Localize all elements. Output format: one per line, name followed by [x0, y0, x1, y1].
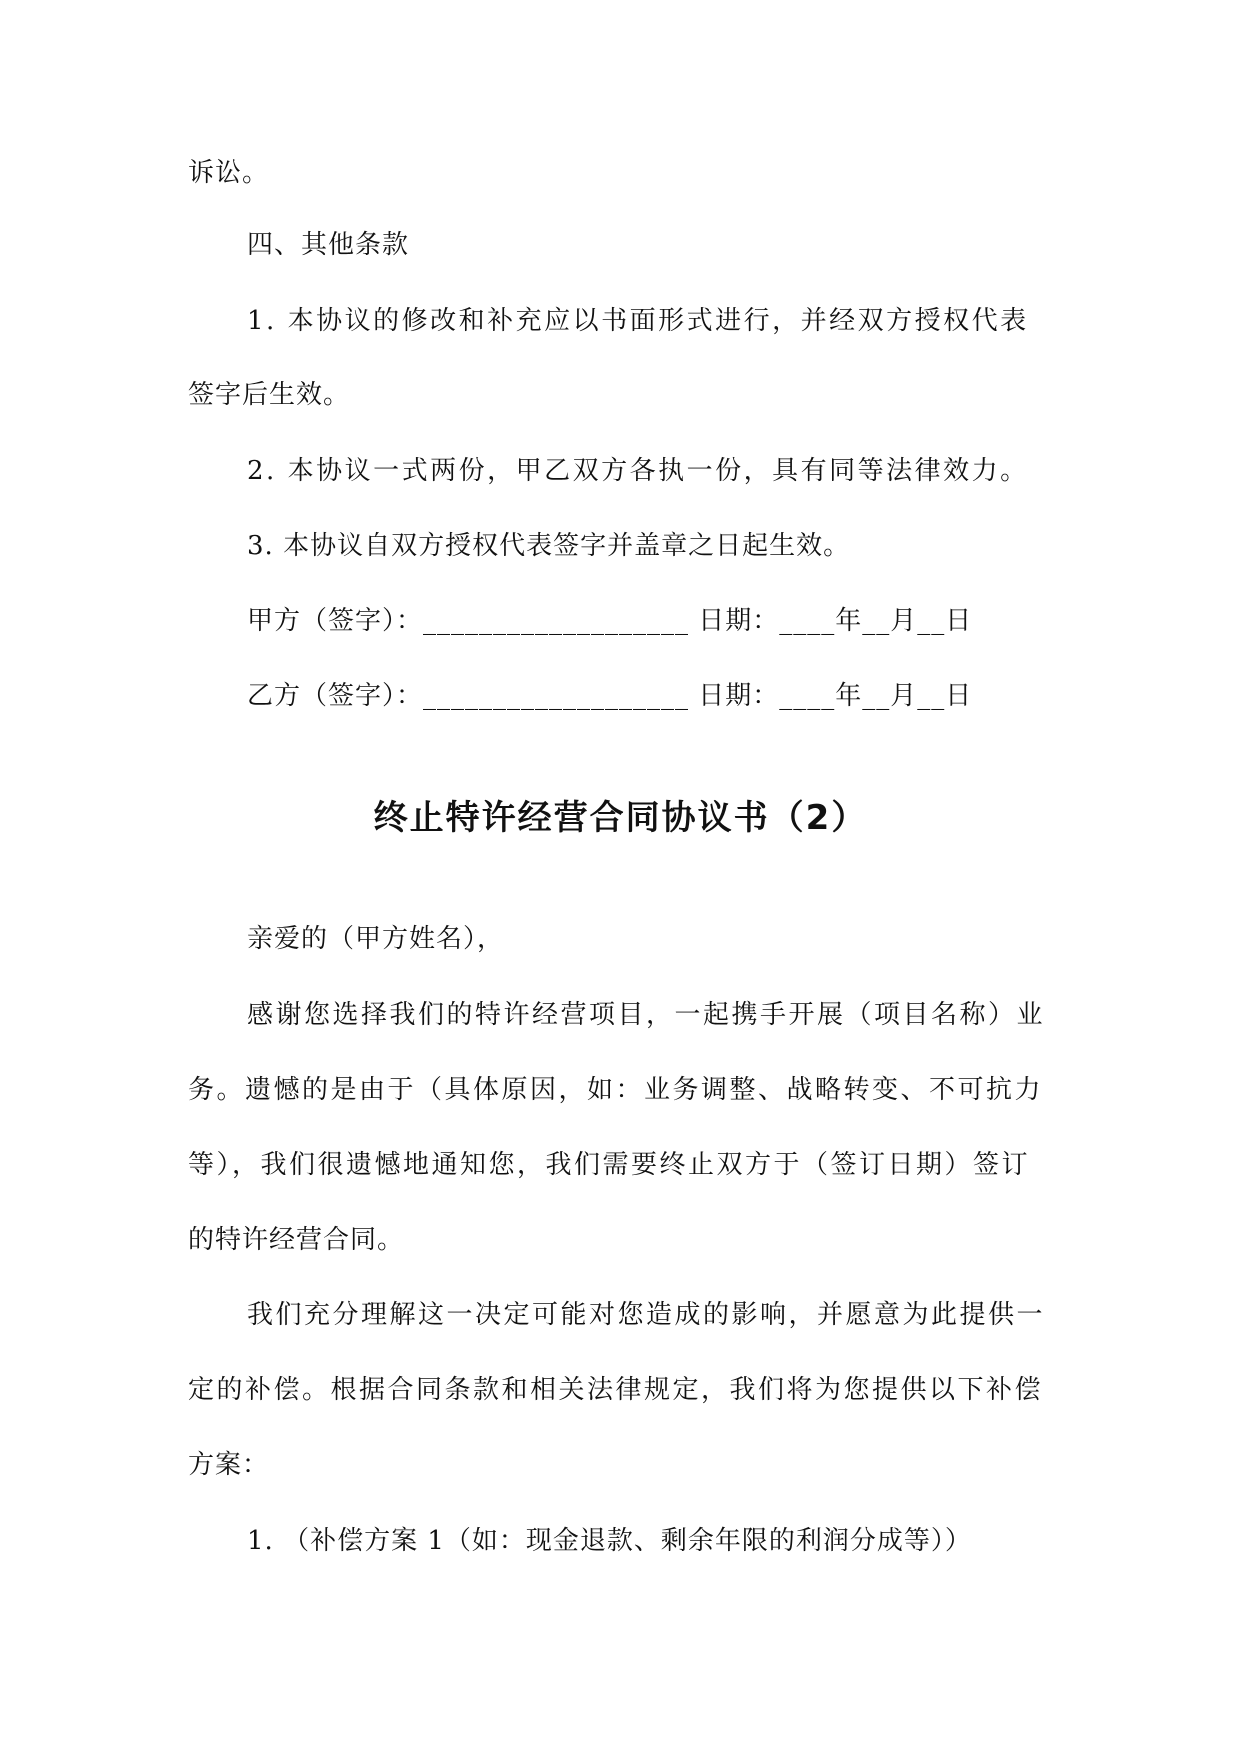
paragraph-1-line-4: 的特许经营合同。: [188, 1225, 405, 1255]
paragraph-2-line-2: 定的补偿。根据合同条款和相关法律规定，我们将为您提供以下补偿: [188, 1375, 1044, 1405]
paragraph-2-line-3: 方案：: [188, 1450, 270, 1480]
list-item-1-line-1: 1. 本协议的修改和补充应以书面形式进行，并经双方授权代表: [247, 306, 1029, 336]
paragraph-line: 诉讼。: [188, 158, 270, 188]
paragraph-1-line-1: 感谢您选择我们的特许经营项目，一起携手开展（项目名称）业: [247, 1000, 1046, 1030]
party-a-signature-line: 甲方（签字）：___________________ 日期：____年__月__日: [247, 606, 973, 636]
list-item-3: 3. 本协议自双方授权代表签字并盖章之日起生效。: [247, 531, 851, 561]
document-title: 终止特许经营合同协议书（2）: [373, 798, 868, 838]
paragraph-2-line-1: 我们充分理解这一决定可能对您造成的影响，并愿意为此提供一: [247, 1300, 1046, 1330]
paragraph-1-line-3: 等），我们很遗憾地通知您，我们需要终止双方于（签订日期）签订: [188, 1150, 1031, 1180]
list-item-1-line-2: 签字后生效。: [188, 380, 351, 410]
party-b-signature-line: 乙方（签字）：___________________ 日期：____年__月__日: [247, 681, 973, 711]
section-heading: 四、其他条款: [247, 230, 410, 260]
list-item-2: 2. 本协议一式两份，甲乙双方各执一份，具有同等法律效力。: [247, 456, 1029, 486]
paragraph-1-line-2: 务。遗憾的是由于（具体原因，如：业务调整、战略转变、不可抗力: [188, 1075, 1044, 1105]
compensation-item-1: 1. （补偿方案 1（如：现金退款、剩余年限的利润分成等））: [247, 1526, 972, 1556]
greeting: 亲爱的（甲方姓名），: [247, 924, 505, 954]
